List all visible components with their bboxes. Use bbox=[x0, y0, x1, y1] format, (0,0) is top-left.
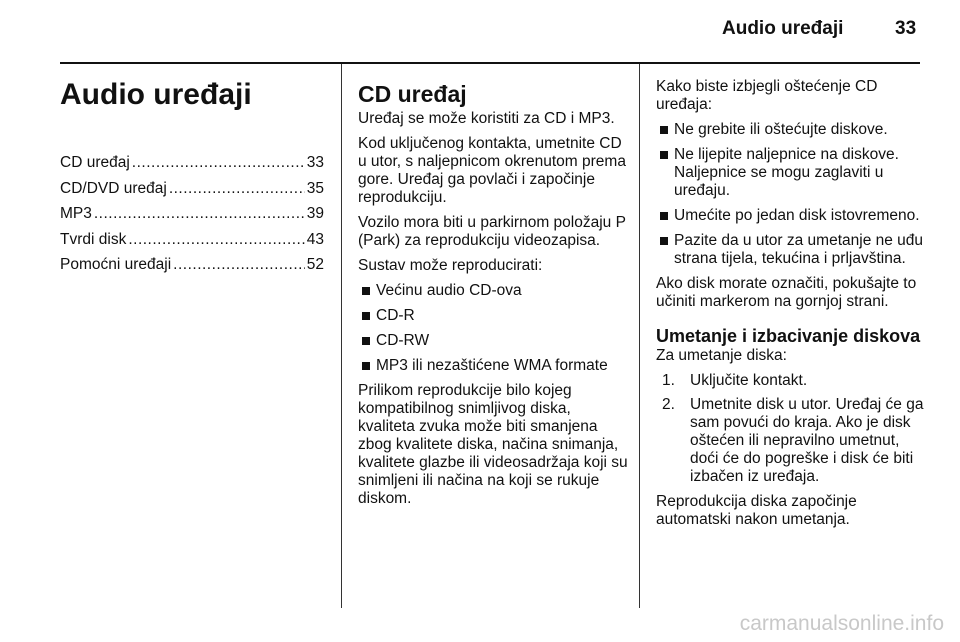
paragraph: Sustav može reproducirati: bbox=[358, 257, 543, 274]
table-of-contents bbox=[60, 154, 324, 274]
toc-item-cd[interactable] bbox=[60, 154, 324, 172]
column-divider-1 bbox=[341, 64, 342, 608]
toc-page: 52 bbox=[306, 256, 324, 273]
toc-label: Pomoćni uređaji bbox=[60, 256, 172, 273]
toc-item-cd-dvd[interactable] bbox=[60, 180, 324, 198]
toc-leader bbox=[128, 231, 304, 249]
paragraph: Prilikom reprodukcije bilo kojeg kompatibilnog snimljivog diska, kvaliteta zvuka može biti smanjena zbog kvalitete diska, načina snimanja, kvalitete glazbe ili videosadržaja koji su snimljeni ili načina na koji se rukuje diskom. bbox=[358, 382, 628, 507]
toc-label: CD/DVD uređaj bbox=[60, 179, 167, 197]
paragraph: Kako biste izbjegli oštećenje CD uređaja: bbox=[656, 78, 878, 113]
steps-list bbox=[656, 372, 924, 486]
tips-list bbox=[656, 121, 924, 268]
paragraph: Ako disk morate označiti, pokušajte to učiniti markerom na gornjoj strani. bbox=[656, 275, 917, 310]
format-list bbox=[358, 282, 630, 375]
left-column bbox=[60, 78, 324, 282]
subsection-heading: Umetanje i izbacivanje diskova bbox=[656, 326, 921, 346]
list-item: CD-RW bbox=[358, 332, 630, 350]
toc-page: 39 bbox=[306, 205, 324, 222]
right-column bbox=[656, 78, 924, 536]
toc-label: CD uređaj bbox=[60, 154, 130, 171]
toc-item-hard-disk[interactable] bbox=[60, 231, 324, 249]
step-number: 1. bbox=[662, 372, 675, 389]
list-item: MP3 ili nezaštićene WMA formate bbox=[358, 357, 630, 375]
paragraph: Uređaj se može koristiti za CD i MP3. bbox=[358, 110, 615, 127]
toc-leader bbox=[173, 256, 305, 274]
toc-item-auxiliary[interactable] bbox=[60, 256, 324, 274]
step-text: Uključite kontakt. bbox=[690, 372, 808, 389]
list-item: Ne lijepite naljepnice na diskove. Naljepnice se mogu zaglaviti u uređaju. bbox=[656, 146, 924, 200]
column-divider-2 bbox=[639, 64, 640, 608]
toc-page: 35 bbox=[306, 179, 324, 197]
paragraph: Vozilo mora biti u parkirnom položaju P (Park) za reprodukciju videozapisa. bbox=[358, 214, 626, 249]
toc-page: 33 bbox=[306, 154, 324, 171]
toc-page: 43 bbox=[306, 230, 324, 248]
section-heading: CD uređaj bbox=[358, 81, 467, 107]
toc-leader bbox=[132, 154, 305, 172]
header-rule bbox=[60, 62, 920, 64]
watermark: carmanualsonline.info bbox=[739, 612, 944, 635]
list-item bbox=[656, 372, 924, 390]
paragraph: Za umetanje diska: bbox=[656, 347, 787, 364]
step-text: Umetnite disk u utor. Uređaj će ga sam povući do kraja. Ako je disk oštećen ili nepravilno umetnut, doći će do pogreške i disk će biti izbačen iz uređaja. bbox=[690, 396, 924, 485]
list-item: Pazite da u utor za umetanje ne uđu strana tijela, tekućina i prljavština. bbox=[656, 232, 924, 268]
chapter-title: Audio uređaji bbox=[60, 78, 252, 111]
list-item: CD-R bbox=[358, 307, 630, 325]
toc-leader bbox=[94, 205, 305, 223]
paragraph: Kod uključenog kontakta, umetnite CD u utor, s naljepnicom okrenutom prema gore. Uređaj ga povlači i započinje reprodukciju. bbox=[358, 135, 626, 206]
step-number: 2. bbox=[662, 396, 675, 413]
page-header-title: Audio uređaji bbox=[722, 18, 844, 39]
list-item: Umećite po jedan disk istovremeno. bbox=[656, 207, 924, 225]
toc-label: Tvrdi disk bbox=[60, 230, 127, 248]
list-item: Većinu audio CD-ova bbox=[358, 282, 630, 300]
page-number: 33 bbox=[895, 18, 917, 39]
toc-leader bbox=[169, 180, 305, 198]
list-item: Ne grebite ili oštećujte diskove. bbox=[656, 121, 924, 139]
toc-label: MP3 bbox=[60, 205, 92, 222]
toc-item-mp3[interactable] bbox=[60, 205, 324, 223]
list-item bbox=[656, 396, 924, 486]
paragraph: Reprodukcija diska započinje automatski nakon umetanja. bbox=[656, 493, 857, 528]
middle-column bbox=[358, 78, 630, 515]
